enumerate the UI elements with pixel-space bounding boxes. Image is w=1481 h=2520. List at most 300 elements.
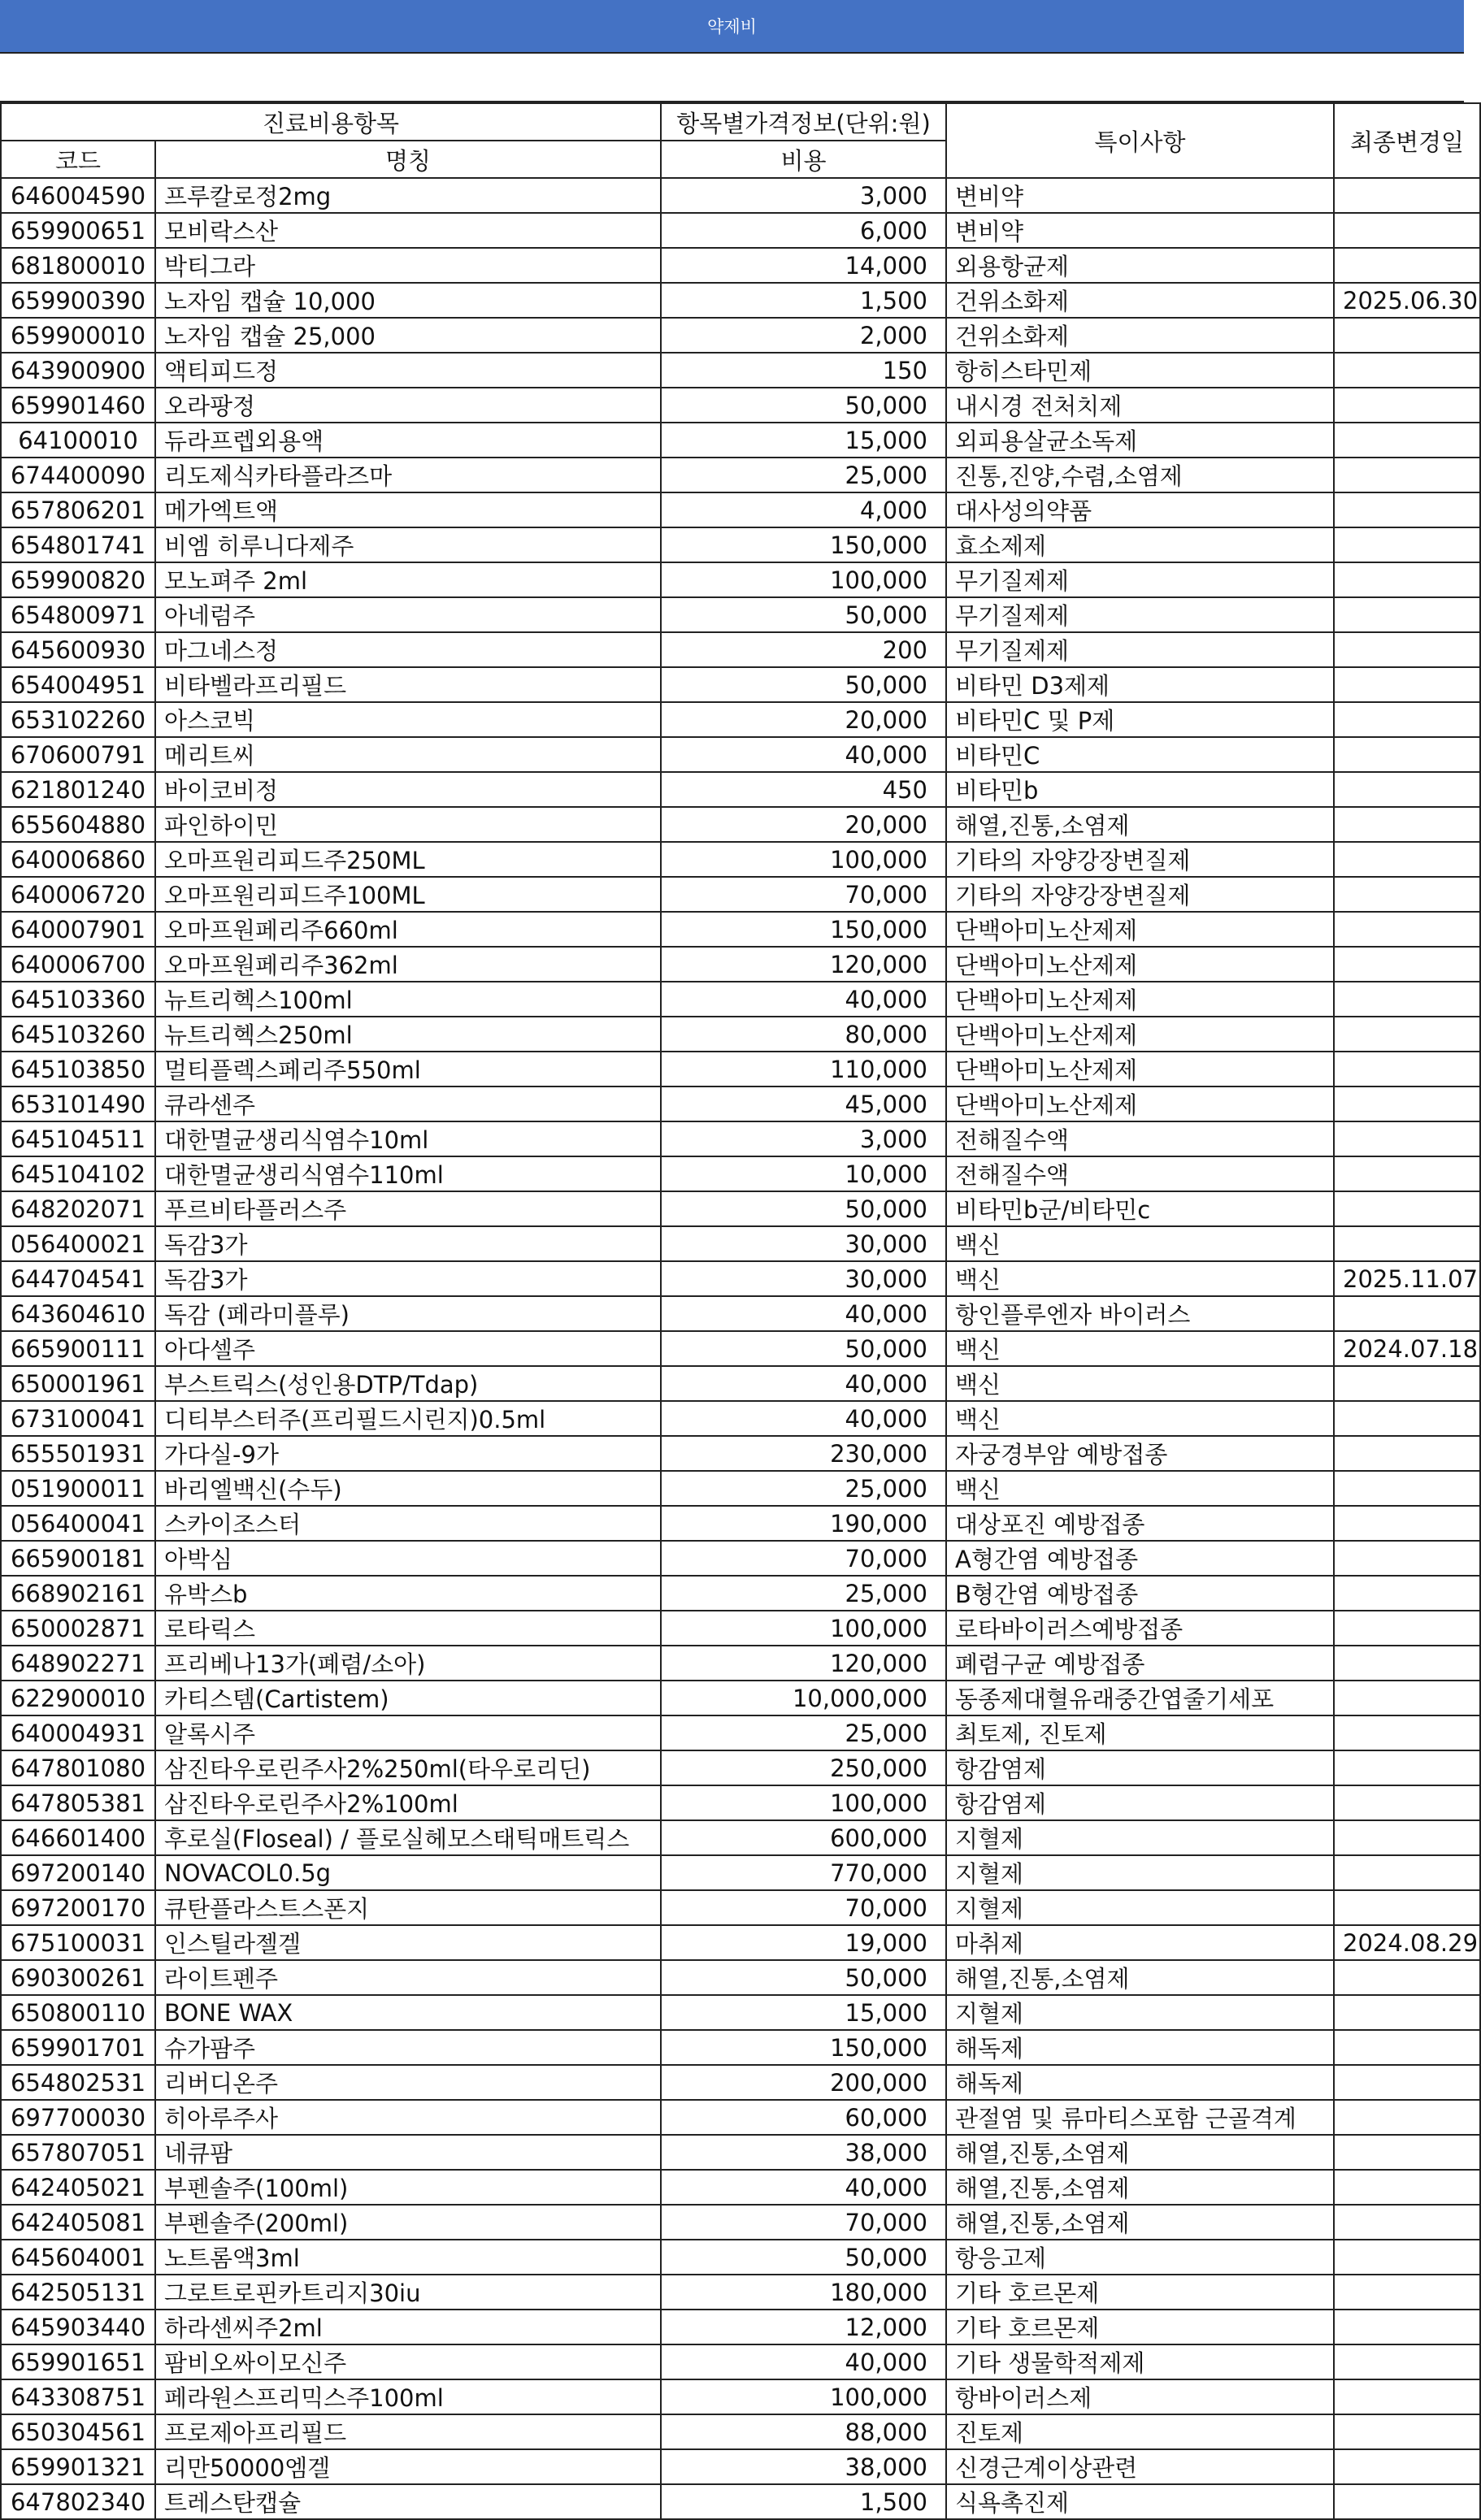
- cell-note: 비타민C: [946, 737, 1334, 772]
- cell-name: 로타릭스: [155, 1611, 661, 1646]
- cell-note: 동종제대혈유래중간엽줄기세포: [946, 1681, 1334, 1715]
- cell-code: 640006700: [1, 947, 155, 982]
- cell-cost: 14,000: [661, 248, 946, 283]
- cell-date: [1334, 1960, 1480, 1995]
- cell-date: [1334, 737, 1480, 772]
- cell-cost: 110,000: [661, 1052, 946, 1087]
- cell-code: 646004590: [1, 178, 155, 213]
- cell-cost: 30,000: [661, 1261, 946, 1296]
- cell-cost: 40,000: [661, 1401, 946, 1436]
- cell-code: 646601400: [1, 1820, 155, 1855]
- cell-name: 네큐팜: [155, 2135, 661, 2170]
- cell-date: [1334, 1855, 1480, 1890]
- cell-date: [1334, 2030, 1480, 2065]
- blank-row: [0, 52, 1464, 102]
- table-row: [1, 1750, 1480, 1785]
- cell-code: 659900390: [1, 283, 155, 318]
- header-date: 최종변경일: [1334, 103, 1480, 178]
- cell-date: [1334, 632, 1480, 667]
- table-row: [1, 2275, 1480, 2310]
- cell-note: 단백아미노산제제: [946, 1017, 1334, 1052]
- cell-date: [1334, 877, 1480, 912]
- cell-code: 659901321: [1, 2449, 155, 2484]
- cell-date: [1334, 353, 1480, 388]
- cell-name: 모비락스산: [155, 213, 661, 248]
- table-row: [1, 2310, 1480, 2344]
- cell-cost: 50,000: [661, 1960, 946, 1995]
- cell-code: 690300261: [1, 1960, 155, 1995]
- cell-note: 변비약: [946, 213, 1334, 248]
- cell-note: 기타 호르몬제: [946, 2275, 1334, 2310]
- cell-cost: 100,000: [661, 842, 946, 877]
- cell-cost: 10,000: [661, 1156, 946, 1191]
- cell-date: [1334, 1506, 1480, 1541]
- table-row: [1, 213, 1480, 248]
- table-row: [1, 2135, 1480, 2170]
- cell-code: 675100031: [1, 1925, 155, 1960]
- cell-code: 653102260: [1, 702, 155, 737]
- table-row: [1, 772, 1480, 807]
- cell-cost: 1,500: [661, 2484, 946, 2519]
- cell-code: 644704541: [1, 1261, 155, 1296]
- cell-name: 부펜솔주(100ml): [155, 2170, 661, 2205]
- cell-code: 640006860: [1, 842, 155, 877]
- header-name: 명칭: [155, 141, 661, 178]
- cell-cost: 25,000: [661, 1576, 946, 1611]
- cell-cost: 20,000: [661, 702, 946, 737]
- cell-code: 647801080: [1, 1750, 155, 1785]
- cell-note: B형간염 예방접종: [946, 1576, 1334, 1611]
- table-row: [1, 2030, 1480, 2065]
- table-row: [1, 1576, 1480, 1611]
- cell-cost: 120,000: [661, 947, 946, 982]
- cell-code: 665900181: [1, 1541, 155, 1576]
- cell-note: 백신: [946, 1261, 1334, 1296]
- cell-name: 독감 (페라미플루): [155, 1296, 661, 1331]
- cell-note: 외용항균제: [946, 248, 1334, 283]
- cell-cost: 19,000: [661, 1925, 946, 1960]
- cell-name: 아박심: [155, 1541, 661, 1576]
- cell-date: [1334, 1226, 1480, 1261]
- table-row: [1, 2240, 1480, 2275]
- cell-name: 리버디온주: [155, 2065, 661, 2100]
- cell-date: [1334, 388, 1480, 423]
- cell-code: 648902271: [1, 1646, 155, 1681]
- table-row: [1, 1681, 1480, 1715]
- table-row: [1, 632, 1480, 667]
- cell-note: 기타 호르몬제: [946, 2310, 1334, 2344]
- cell-name: 후로실(Floseal) / 플로실헤모스태틱매트릭스: [155, 1820, 661, 1855]
- cell-cost: 150: [661, 353, 946, 388]
- cell-cost: 3,000: [661, 1121, 946, 1156]
- cell-name: 액티피드정: [155, 353, 661, 388]
- cell-name: 팜비오싸이모신주: [155, 2344, 661, 2379]
- table-row: [1, 1156, 1480, 1191]
- cell-code: 647805381: [1, 1785, 155, 1820]
- cell-code: 681800010: [1, 248, 155, 283]
- cell-date: [1334, 1576, 1480, 1611]
- cell-cost: 40,000: [661, 1296, 946, 1331]
- cell-name: 프리베나13가(폐렴/소아): [155, 1646, 661, 1681]
- cell-code: 654004951: [1, 667, 155, 702]
- cell-date: [1334, 1191, 1480, 1226]
- table-row: [1, 283, 1480, 318]
- cell-note: 마취제: [946, 1925, 1334, 1960]
- cell-date: [1334, 982, 1480, 1017]
- cell-date: [1334, 2065, 1480, 2100]
- cell-note: 백신: [946, 1366, 1334, 1401]
- cell-name: 슈가팜주: [155, 2030, 661, 2065]
- cell-cost: 40,000: [661, 2344, 946, 2379]
- cell-date: 2025.06.30: [1334, 283, 1480, 318]
- cell-code: 640007901: [1, 912, 155, 947]
- cell-name: 오마프원리피드주100ML: [155, 877, 661, 912]
- table-row: [1, 1506, 1480, 1541]
- cell-date: [1334, 2379, 1480, 2414]
- cell-code: 622900010: [1, 1681, 155, 1715]
- cell-note: 외피용살균소독제: [946, 423, 1334, 458]
- cell-note: 해열,진통,소염제: [946, 2135, 1334, 2170]
- cell-name: 유박스b: [155, 1576, 661, 1611]
- cell-note: 지혈제: [946, 1890, 1334, 1925]
- table-row: [1, 737, 1480, 772]
- cell-cost: 40,000: [661, 737, 946, 772]
- header-code: 코드: [1, 141, 155, 178]
- table-row: [1, 492, 1480, 527]
- table-row: [1, 1296, 1480, 1331]
- cell-code: 642505131: [1, 2275, 155, 2310]
- cell-cost: 10,000,000: [661, 1681, 946, 1715]
- table-row: [1, 2100, 1480, 2135]
- table-row: [1, 562, 1480, 597]
- cell-note: 단백아미노산제제: [946, 982, 1334, 1017]
- cell-name: 아스코빅: [155, 702, 661, 737]
- cell-date: 2024.07.18: [1334, 1331, 1480, 1366]
- cell-cost: 100,000: [661, 2379, 946, 2414]
- cell-cost: 12,000: [661, 2310, 946, 2344]
- cell-cost: 50,000: [661, 667, 946, 702]
- cell-name: 대한멸균생리식염수10ml: [155, 1121, 661, 1156]
- cell-date: 2024.08.29: [1334, 1925, 1480, 1960]
- cell-note: 항감염제: [946, 1750, 1334, 1785]
- cell-note: 지혈제: [946, 1820, 1334, 1855]
- cell-name: 디티부스터주(프리필드시린지)0.5ml: [155, 1401, 661, 1436]
- cell-name: 노트롬액3ml: [155, 2240, 661, 2275]
- cell-name: 부스트릭스(성인용DTP/Tdap): [155, 1366, 661, 1401]
- table-row: [1, 1052, 1480, 1087]
- table-row: [1, 2170, 1480, 2205]
- cell-cost: 38,000: [661, 2449, 946, 2484]
- cell-cost: 45,000: [661, 1087, 946, 1121]
- cell-note: 단백아미노산제제: [946, 947, 1334, 982]
- cell-cost: 100,000: [661, 562, 946, 597]
- cell-cost: 250,000: [661, 1750, 946, 1785]
- cell-name: 큐라센주: [155, 1087, 661, 1121]
- cell-name: 라이트펜주: [155, 1960, 661, 1995]
- table-row: [1, 1401, 1480, 1436]
- cell-date: [1334, 1541, 1480, 1576]
- cell-cost: 150,000: [661, 2030, 946, 2065]
- cell-name: 독감3가: [155, 1226, 661, 1261]
- cell-name: 대한멸균생리식염수110ml: [155, 1156, 661, 1191]
- cell-note: 무기질제제: [946, 632, 1334, 667]
- cell-date: [1334, 1401, 1480, 1436]
- cell-code: 056400041: [1, 1506, 155, 1541]
- cell-cost: 25,000: [661, 1715, 946, 1750]
- cell-cost: 40,000: [661, 2170, 946, 2205]
- cell-date: [1334, 423, 1480, 458]
- table-row: [1, 1890, 1480, 1925]
- table-row: [1, 318, 1480, 353]
- cell-code: 659901651: [1, 2344, 155, 2379]
- cell-name: 가다실-9가: [155, 1436, 661, 1471]
- cell-note: 해열,진통,소염제: [946, 1960, 1334, 1995]
- cell-code: 673100041: [1, 1401, 155, 1436]
- cell-name: 비엠 히루니다제주: [155, 527, 661, 562]
- cell-note: 관절염 및 류마티스포함 근골격계: [946, 2100, 1334, 2135]
- cell-cost: 3,000: [661, 178, 946, 213]
- cell-note: 무기질제제: [946, 597, 1334, 632]
- cell-date: [1334, 842, 1480, 877]
- cell-date: [1334, 1366, 1480, 1401]
- cell-note: 최토제, 진토제: [946, 1715, 1334, 1750]
- table-row: [1, 1715, 1480, 1750]
- cell-note: 백신: [946, 1226, 1334, 1261]
- table-row: [1, 2205, 1480, 2240]
- sheet-title-bar: [0, 0, 1464, 52]
- cell-note: 항바이러스제: [946, 2379, 1334, 2414]
- cell-cost: 6,000: [661, 213, 946, 248]
- cell-name: 아다셀주: [155, 1331, 661, 1366]
- cell-date: [1334, 178, 1480, 213]
- cell-code: 642405021: [1, 2170, 155, 2205]
- cell-cost: 88,000: [661, 2414, 946, 2449]
- cell-code: 665900111: [1, 1331, 155, 1366]
- cell-name: 히아루주사: [155, 2100, 661, 2135]
- cell-name: 독감3가: [155, 1261, 661, 1296]
- cell-code: 645604001: [1, 2240, 155, 2275]
- table-row: [1, 1436, 1480, 1471]
- cell-cost: 60,000: [661, 2100, 946, 2135]
- cell-code: 654801741: [1, 527, 155, 562]
- cell-cost: 2,000: [661, 318, 946, 353]
- cell-code: 659901701: [1, 2030, 155, 2065]
- cell-code: 697200140: [1, 1855, 155, 1890]
- cell-date: [1334, 1995, 1480, 2030]
- cell-code: 659900651: [1, 213, 155, 248]
- cell-code: 697700030: [1, 2100, 155, 2135]
- cell-code: 659900820: [1, 562, 155, 597]
- cell-code: 659901460: [1, 388, 155, 423]
- cell-name: 오마프원페리주362ml: [155, 947, 661, 982]
- table-body: [1, 178, 1480, 2519]
- table-row: [1, 1226, 1480, 1261]
- cell-name: 하라센씨주2ml: [155, 2310, 661, 2344]
- cell-cost: 20,000: [661, 807, 946, 842]
- cell-date: [1334, 318, 1480, 353]
- cell-name: 트레스탄캡슐: [155, 2484, 661, 2519]
- cell-date: [1334, 458, 1480, 492]
- cell-name: 카티스템(Cartistem): [155, 1681, 661, 1715]
- table-row: [1, 1261, 1480, 1296]
- cell-cost: 15,000: [661, 423, 946, 458]
- cell-code: 670600791: [1, 737, 155, 772]
- cell-note: 로타바이러스예방접종: [946, 1611, 1334, 1646]
- cell-name: 오마프원리피드주250ML: [155, 842, 661, 877]
- cell-note: 효소제제: [946, 527, 1334, 562]
- cell-note: 기타의 자양강장변질제: [946, 842, 1334, 877]
- table-row: [1, 947, 1480, 982]
- cell-name: 마그네스정: [155, 632, 661, 667]
- cell-date: [1334, 1715, 1480, 1750]
- cell-cost: 450: [661, 772, 946, 807]
- cell-name: 부펜솔주(200ml): [155, 2205, 661, 2240]
- cell-name: 메리트씨: [155, 737, 661, 772]
- cell-note: 건위소화제: [946, 318, 1334, 353]
- cell-date: [1334, 527, 1480, 562]
- cell-date: [1334, 2135, 1480, 2170]
- cell-note: 단백아미노산제제: [946, 1087, 1334, 1121]
- cell-note: 기타 생물학적제제: [946, 2344, 1334, 2379]
- table-row: [1, 1331, 1480, 1366]
- table-row: [1, 1471, 1480, 1506]
- cell-note: 신경근계이상관련: [946, 2449, 1334, 2484]
- cell-date: [1334, 597, 1480, 632]
- cell-cost: 1,500: [661, 283, 946, 318]
- cell-cost: 120,000: [661, 1646, 946, 1681]
- cell-cost: 25,000: [661, 458, 946, 492]
- cell-cost: 200: [661, 632, 946, 667]
- cell-date: [1334, 2449, 1480, 2484]
- cell-name: 인스틸라젤겔: [155, 1925, 661, 1960]
- cell-name: 리도제식카타플라즈마: [155, 458, 661, 492]
- cell-note: 백신: [946, 1401, 1334, 1436]
- cell-cost: 70,000: [661, 1890, 946, 1925]
- table-row: [1, 527, 1480, 562]
- table-row: [1, 1785, 1480, 1820]
- header-group-price: 항목별가격정보(단위:원): [661, 103, 946, 141]
- cell-note: 전해질수액: [946, 1121, 1334, 1156]
- table-row: [1, 2065, 1480, 2100]
- cell-code: 645103360: [1, 982, 155, 1017]
- cell-note: 비타민C 및 P제: [946, 702, 1334, 737]
- table-row: [1, 1925, 1480, 1960]
- cell-note: 해독제: [946, 2065, 1334, 2100]
- cell-note: 단백아미노산제제: [946, 1052, 1334, 1087]
- cell-date: [1334, 2414, 1480, 2449]
- cell-cost: 50,000: [661, 597, 946, 632]
- table-row: [1, 982, 1480, 1017]
- cell-note: 항감염제: [946, 1785, 1334, 1820]
- table-row: [1, 1191, 1480, 1226]
- cell-name: 아네럼주: [155, 597, 661, 632]
- cell-name: 박티그라: [155, 248, 661, 283]
- cell-date: 2025.11.07: [1334, 1261, 1480, 1296]
- table-row: [1, 842, 1480, 877]
- cell-code: 674400090: [1, 458, 155, 492]
- cell-note: 항응고제: [946, 2240, 1334, 2275]
- cell-date: [1334, 702, 1480, 737]
- cell-date: [1334, 1121, 1480, 1156]
- cell-code: 621801240: [1, 772, 155, 807]
- table-row: [1, 667, 1480, 702]
- cell-date: [1334, 2205, 1480, 2240]
- table-row: [1, 2344, 1480, 2379]
- table-row: [1, 597, 1480, 632]
- cell-note: 해열,진통,소염제: [946, 2170, 1334, 2205]
- cell-cost: 4,000: [661, 492, 946, 527]
- cell-date: [1334, 667, 1480, 702]
- cell-note: 해열,진통,소염제: [946, 807, 1334, 842]
- cell-date: [1334, 1052, 1480, 1087]
- cell-code: 650304561: [1, 2414, 155, 2449]
- cell-date: [1334, 2344, 1480, 2379]
- cell-name: 삼진타우로린주사2%100ml: [155, 1785, 661, 1820]
- cell-code: 645104102: [1, 1156, 155, 1191]
- cell-note: 비타민b군/비타민c: [946, 1191, 1334, 1226]
- cell-code: 640006720: [1, 877, 155, 912]
- cell-date: [1334, 492, 1480, 527]
- table-row: [1, 1820, 1480, 1855]
- cell-cost: 70,000: [661, 2205, 946, 2240]
- cell-note: 해독제: [946, 2030, 1334, 2065]
- cell-name: 오마프원페리주660ml: [155, 912, 661, 947]
- cell-note: 폐렴구균 예방접종: [946, 1646, 1334, 1681]
- cell-name: 뉴트리헥스250ml: [155, 1017, 661, 1052]
- cell-code: 659900010: [1, 318, 155, 353]
- cell-note: 지혈제: [946, 1855, 1334, 1890]
- cell-date: [1334, 1785, 1480, 1820]
- cell-code: 654802531: [1, 2065, 155, 2100]
- cell-name: 멀티플렉스페리주550ml: [155, 1052, 661, 1087]
- cell-cost: 80,000: [661, 1017, 946, 1052]
- cell-date: [1334, 1646, 1480, 1681]
- cell-note: 건위소화제: [946, 283, 1334, 318]
- cell-code: 655501931: [1, 1436, 155, 1471]
- cell-note: 변비약: [946, 178, 1334, 213]
- cell-cost: 50,000: [661, 388, 946, 423]
- table-row: [1, 2449, 1480, 2484]
- table-row: [1, 2484, 1480, 2519]
- cell-name: 바이코비정: [155, 772, 661, 807]
- cell-code: 056400021: [1, 1226, 155, 1261]
- cell-code: 654800971: [1, 597, 155, 632]
- cell-code: 650001961: [1, 1366, 155, 1401]
- cell-note: 단백아미노산제제: [946, 912, 1334, 947]
- cell-code: 645600930: [1, 632, 155, 667]
- cell-cost: 100,000: [661, 1785, 946, 1820]
- table-row: [1, 353, 1480, 388]
- table-row: [1, 877, 1480, 912]
- cell-code: 697200170: [1, 1890, 155, 1925]
- header-cost: 비용: [661, 141, 946, 178]
- cell-cost: 30,000: [661, 1226, 946, 1261]
- cell-cost: 230,000: [661, 1436, 946, 1471]
- cell-date: [1334, 248, 1480, 283]
- cell-note: 식욕촉진제: [946, 2484, 1334, 2519]
- cell-code: 668902161: [1, 1576, 155, 1611]
- cell-date: [1334, 1087, 1480, 1121]
- cell-name: 알록시주: [155, 1715, 661, 1750]
- cell-note: 비타민 D3제제: [946, 667, 1334, 702]
- cell-code: 643604610: [1, 1296, 155, 1331]
- cell-code: 640004931: [1, 1715, 155, 1750]
- cell-cost: 40,000: [661, 982, 946, 1017]
- cell-cost: 150,000: [661, 527, 946, 562]
- cell-date: [1334, 2484, 1480, 2519]
- cell-name: NOVACOL0.5g: [155, 1855, 661, 1890]
- table-row: [1, 912, 1480, 947]
